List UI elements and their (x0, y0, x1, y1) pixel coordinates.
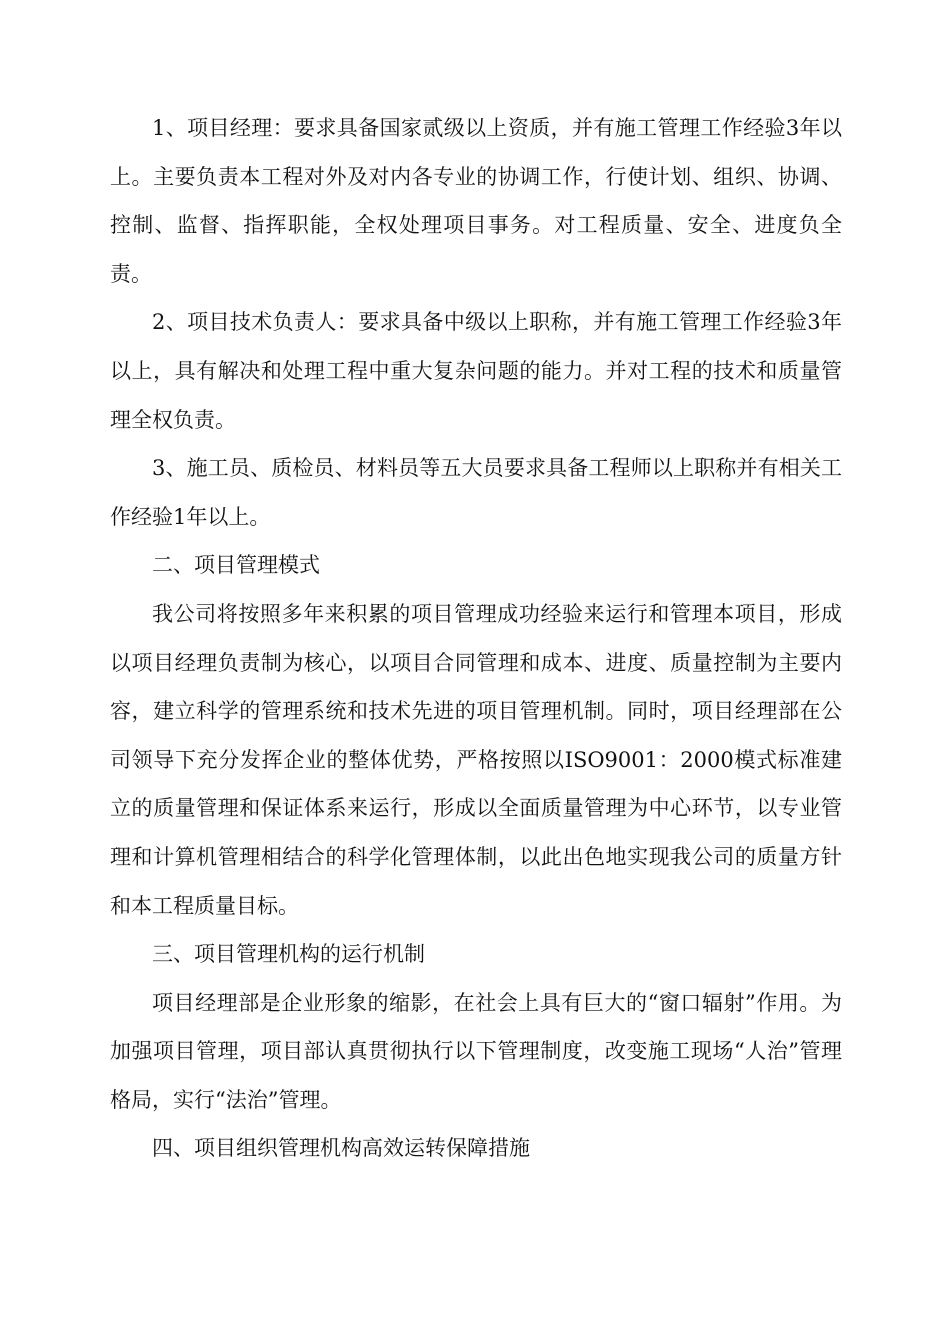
document-page (110, 104, 842, 1173)
paragraph-operating-mechanism: 项目经理部是企业形象的缩影，在社会上具有巨大的“窗口辐射”作用。为加强项目管理，项目部认真贯彻执行以下管理制度，改变施工现场“人治”管理格局，实行“法治”管理。 (110, 990, 842, 1112)
heading-operating-mechanism: 三、项目管理机构的运行机制 (152, 942, 425, 967)
paragraph-technical-lead: 2、项目技术负责人：要求具备中级以上职称，并有施工管理工作经验3年以上，具有解决和处理工程中重大复杂问题的能力。并对工程的技术和质量管理全权负责。 (110, 310, 842, 432)
paragraph-five-staff: 3、施工员、质检员、材料员等五大员要求具备工程师以上职称并有相关工作经验1年以上。 (110, 456, 842, 529)
heading-safeguard-measures: 四、项目组织管理机构高效运转保障措施 (152, 1136, 530, 1161)
heading-management-mode: 二、项目管理模式 (152, 553, 320, 578)
paragraph-management-mode: 我公司将按照多年来积累的项目管理成功经验来运行和管理本项目，形成以项目经理负责制为核心，以项目合同管理和成本、进度、质量控制为主要内容，建立科学的管理系统和技术先进的项目管理机制。同时，项目经理部在公司领导下充分发挥企业的整体优势，严格按照以ISO9001：2000模式标准建立的质量管理和保证体系来运行，形成以全面质量管理为中心环节，以专业管理和计算机管理相结合的科学化管理体制，以此出色地实现我公司的质量方针和本工程质量目标。 (110, 601, 842, 918)
paragraph-project-manager: 1、项目经理：要求具备国家贰级以上资质，并有施工管理工作经验3年以上。主要负责本工程对外及对内各专业的协调工作，行使计划、组织、协调、控制、监督、指挥职能，全权处理项目事务。对工程质量、安全、进度负全责。 (110, 116, 842, 286)
